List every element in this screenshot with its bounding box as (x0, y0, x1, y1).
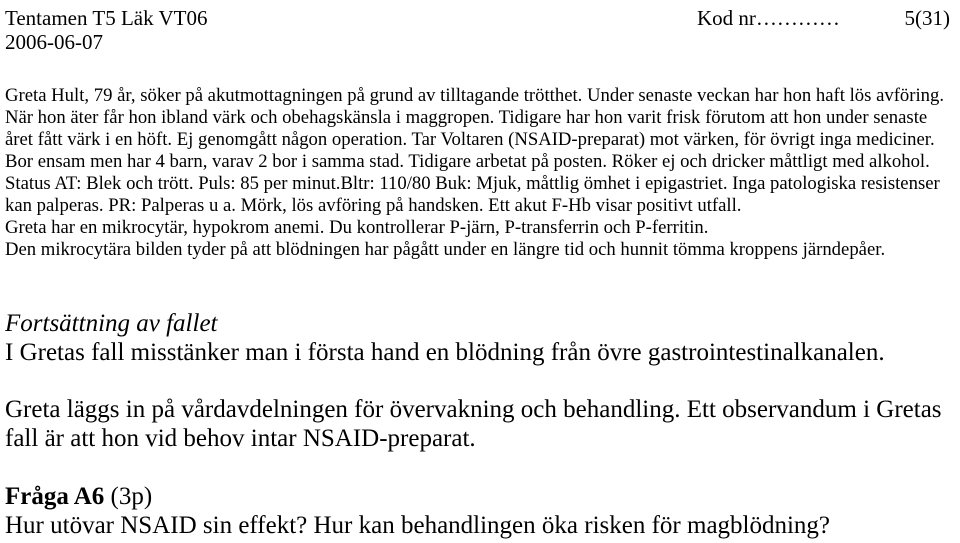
case-line: Den mikrocytära bilden tyder på att blödningen har pågått under en längre tid och hunnit tömma kroppens järndepåer. (5, 239, 886, 260)
question-text: Hur utövar NSAID sin effekt? Hur kan behandlingen öka risken för magblödning? (5, 511, 831, 539)
suspicion-paragraph: I Gretas fall misstänker man i första hand en blödning från övre gastrointestinalkanalen. (5, 338, 885, 366)
blank-line (5, 454, 957, 483)
case-line: kan palperas. PR: Palperas u a. Mörk, lös avföring på handsken. Ett akut F-Hb visar positivt utfall. (5, 195, 742, 216)
blank-line (5, 368, 957, 397)
case-line: Greta har en mikrocytär, hypokrom anemi. Du kontrollerar P-järn, P-transferrin och P-ferritin. (5, 217, 709, 238)
question-label: Fråga A6 (5, 482, 105, 510)
case-line: Greta Hult, 79 år, söker på akutmottagningen på grund av tilltagande trötthet. Under senaste veckan har hon haft lös avföring. (5, 85, 945, 106)
case-line: Bor ensam men har 4 barn, varav 2 bor i samma stad. Tidigare arbetat på posten. Röker ej och dricker måttligt med alkohol. (5, 151, 930, 172)
code-number-field: Kod nr………… (697, 6, 840, 30)
admission-line: Greta läggs in på vårdavdelningen för övervakning och behandling. Ett observandum i Gretas (5, 396, 942, 424)
page-number: 5(31) (904, 6, 950, 30)
question-heading (5, 483, 957, 512)
case-line: Status AT: Blek och trött. Puls: 85 per minut.Bltr: 110/80 Buk: Mjuk, måttlig ömhet i epigastriet. Inga patologiska resistenser (5, 173, 940, 194)
exam-date: 2006-06-07 (5, 30, 103, 54)
admission-line: fall är att hon vid behov intar NSAID-preparat. (5, 425, 476, 453)
continuation-heading: Fortsättning av fallet (5, 310, 218, 337)
case-description (5, 85, 957, 261)
case-line: När hon äter får hon ibland värk och obehagskänsla i maggropen. Tidigare har hon varit frisk förutom att hon under senaste (5, 107, 928, 128)
exam-title: Tentamen T5 Läk VT06 (5, 6, 208, 30)
case-line: året fått värk i en höft. Ej genomgått någon operation. Tar Voltaren (NSAID-preparat) mot värken, för övrigt inga mediciner. (5, 129, 935, 150)
question-points: (3p) (110, 482, 153, 510)
case-continuation (5, 310, 957, 540)
